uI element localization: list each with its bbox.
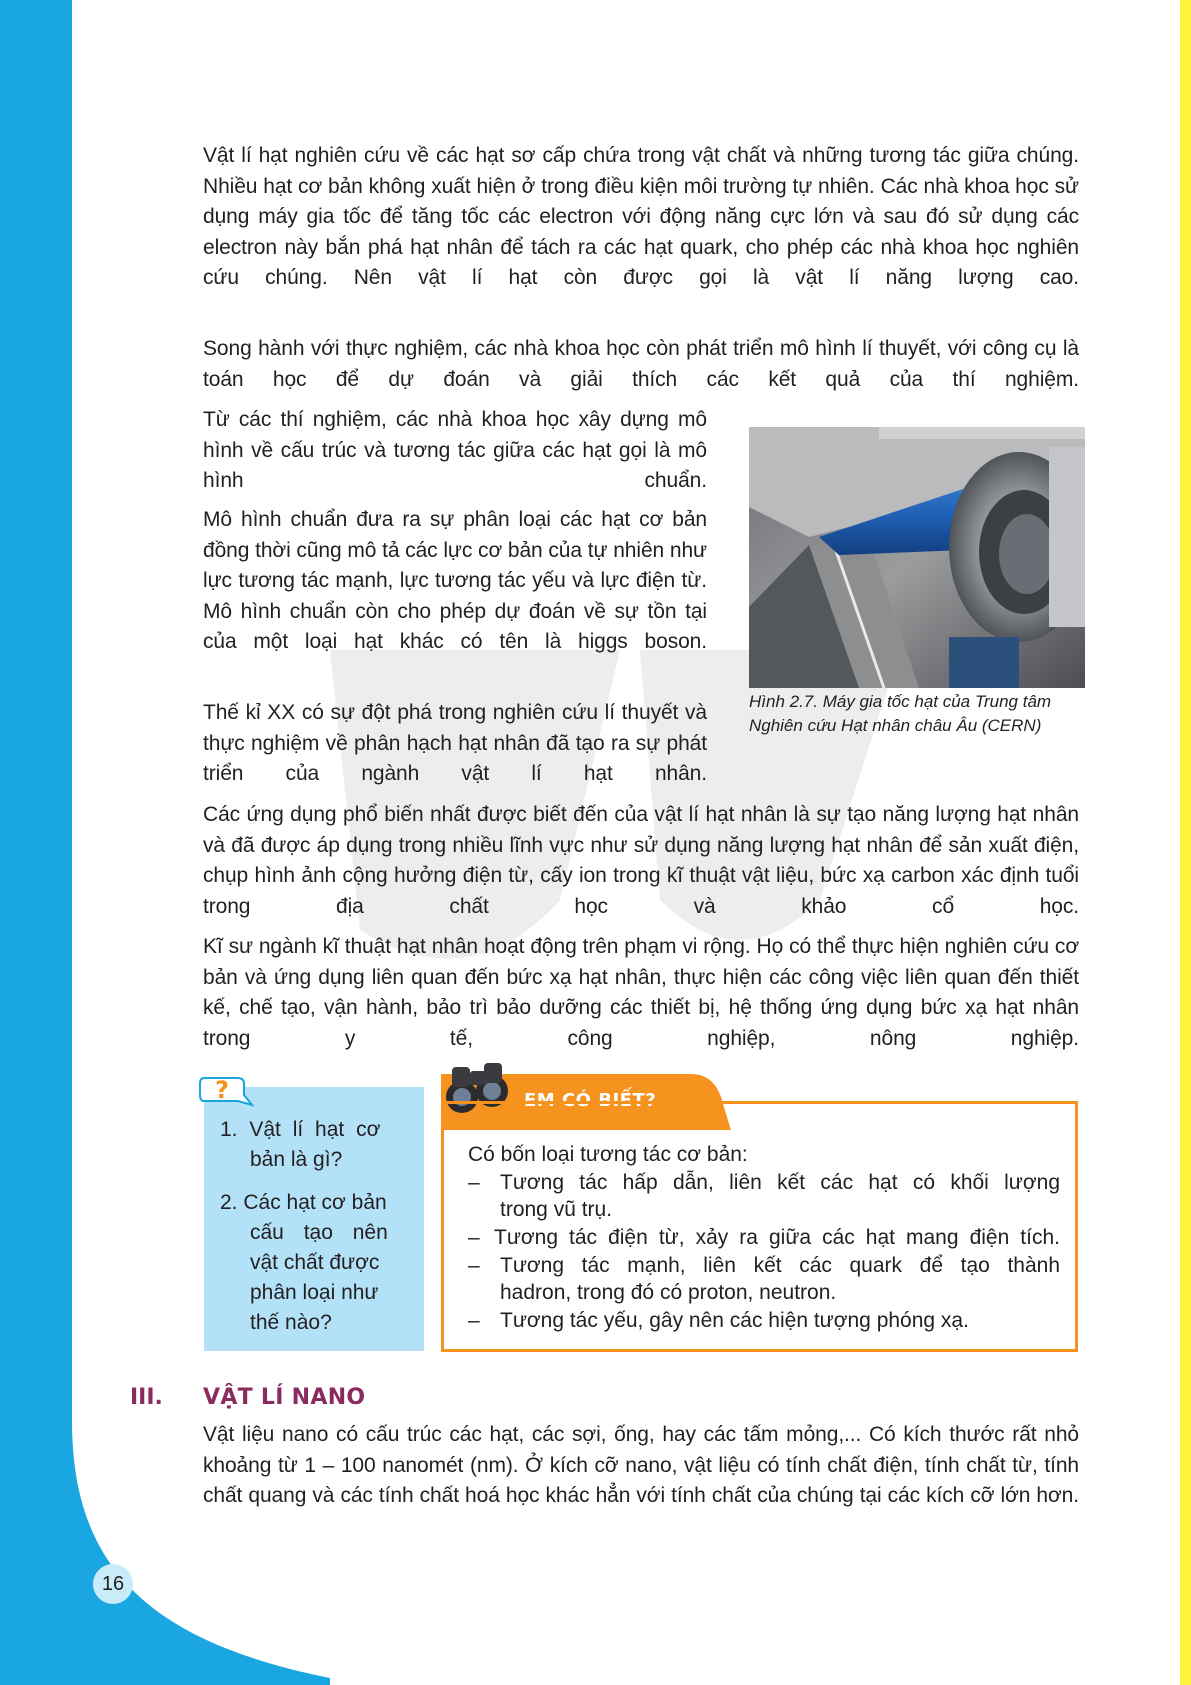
- paragraph-standard-model: Mô hình chuẩn đưa ra sự phân loại các hạt cơ bản đồng thời cũng mô tả các lực cơ bản của tự nhiên như lực tương tác mạnh, lực tương tác yếu và lực điện từ. Mô hình chuẩn còn cho phép dự đoán về sự tồn tại của một loại hạt khác có tên là higgs boson.: [203, 508, 707, 653]
- did-you-know-dash-2: –: [468, 1226, 480, 1249]
- question-1-line-1: 1. Vật lí hạt cơ: [220, 1118, 381, 1141]
- section-title: VẬT LÍ NANO: [203, 1385, 366, 1410]
- did-you-know-dash-4: –: [468, 1309, 480, 1332]
- question-mark-glyph: ?: [215, 1076, 229, 1104]
- question-2-line-5: thế nào?: [250, 1311, 332, 1334]
- did-you-know-intro: Có bốn loại tương tác cơ bản:: [468, 1143, 748, 1166]
- paragraph-theory: Song hành với thực nghiệm, các nhà khoa học còn phát triển mô hình lí thuyết, với công cụ là toán học để dự đoán và giải thích các kết quả của thí nghiệm.: [203, 337, 1079, 391]
- question-box: [204, 1087, 424, 1351]
- paragraph-nanophysics: Vật liệu nano có cấu trúc các hạt, các sợi, ống, hay các tấm mỏng,... Có kích thước rất nhỏ khoảng từ 1 – 100 nanomét (nm). Ở kích cỡ nano, vật liệu có tính chất điện, tính chất từ, tính chất quang và các tính chất hoá học khác hẳn với tính chất của chúng tại các kích cỡ lớn hơn.: [203, 1423, 1079, 1507]
- did-you-know-box: [441, 1101, 1078, 1352]
- right-edge-strip: [1180, 0, 1191, 1685]
- question-2-line-2: cấu tạo nên: [250, 1221, 388, 1244]
- did-you-know-item-4-line-1: Tương tác yếu, gây nên các hiện tượng phóng xạ.: [500, 1309, 969, 1332]
- did-you-know-title: EM CÓ BIẾT?: [524, 1090, 657, 1111]
- figure-caption-line-1: Hình 2.7. Máy gia tốc hạt của Trung tâm: [749, 692, 1052, 711]
- question-2-line-1: 2. Các hạt cơ bản: [220, 1191, 387, 1214]
- paragraph-nuclear-fission: Thế kỉ XX có sự đột phá trong nghiên cứu lí thuyết và thực nghiệm về phân hạch hạt nhân đã tạo ra sự phát triển của ngành vật lí hạt nhân.: [203, 701, 707, 785]
- did-you-know-item-1-line-1: Tương tác hấp dẫn, liên kết các hạt có khối lượng: [500, 1171, 1060, 1194]
- question-2-line-4: phân loại như: [250, 1281, 379, 1304]
- paragraph-nuclear-engineer: Kĩ sư ngành kĩ thuật hạt nhân hoạt động trên phạm vi rộng. Họ có thể thực hiện nghiên cứu cơ bản và ứng dụng liên quan đến bức xạ hạt nhân, thực hiện các công việc liên quan đến thiết kế, chế tạo, vận hành, bảo trì bảo dưỡng các thiết bị, hệ thống ứng dụng bức xạ hạt nhân trong y tế, công nghiệp, nông nghiệp.: [203, 935, 1079, 1050]
- page-number: 16: [93, 1564, 133, 1604]
- did-you-know-item-3-line-2: hadron, trong đó có proton, neutron.: [500, 1281, 837, 1304]
- paragraph-nuclear-applications: Các ứng dụng phổ biến nhất được biết đến của vật lí hạt nhân là sự tạo năng lượng hạt nhân và đã được áp dụng trong nhiều lĩnh vực như sử dụng năng lượng hạt nhân để sản xuất điện, chụp hình ảnh cộng hưởng điện từ, cấy ion trong kĩ thuật vật liệu, bức xạ carbon xác định tuổi trong địa chất học và khảo cổ học.: [203, 803, 1079, 918]
- did-you-know-dash-3: –: [468, 1254, 480, 1277]
- sidebar-strip: [0, 0, 64, 1685]
- figure-caption-line-2: Nghiên cứu Hạt nhân châu Âu (CERN): [749, 716, 1042, 735]
- did-you-know-item-1-line-2: trong vũ trụ.: [500, 1198, 613, 1221]
- did-you-know-item-3-line-1: Tương tác mạnh, liên kết các quark để tạo thành: [500, 1254, 1060, 1277]
- paragraph-standard-model-intro: Từ các thí nghiệm, các nhà khoa học xây dựng mô hình về cấu trúc và tương tác giữa các hạt gọi là mô hình chuẩn.: [203, 408, 707, 492]
- figure-cern-accelerator-photo: [749, 427, 1085, 688]
- did-you-know-item-2-line-1: Tương tác điện từ, xảy ra giữa các hạt mang điện tích.: [494, 1226, 1060, 1249]
- question-2-line-3: vật chất được: [250, 1251, 380, 1274]
- figure-caption: [749, 690, 1109, 738]
- section-number: III.: [130, 1385, 163, 1410]
- did-you-know-dash-1: –: [468, 1171, 480, 1194]
- question-1-line-2: bản là gì?: [250, 1148, 343, 1171]
- paragraph-particle-physics: Vật lí hạt nghiên cứu về các hạt sơ cấp chứa trong vật chất và những tương tác giữa chúng. Nhiều hạt cơ bản không xuất hiện ở trong điều kiện môi trường tự nhiên. Các nhà khoa học sử dụng máy gia tốc để tăng tốc các electron với động năng cực lớn và sau đó sử dụng các electron này bắn phá hạt nhân để tách ra các hạt quark, cho phép các nhà khoa học nghiên cứu chúng. Nên vật lí hạt còn được gọi là vật lí năng lượng cao.: [203, 144, 1079, 289]
